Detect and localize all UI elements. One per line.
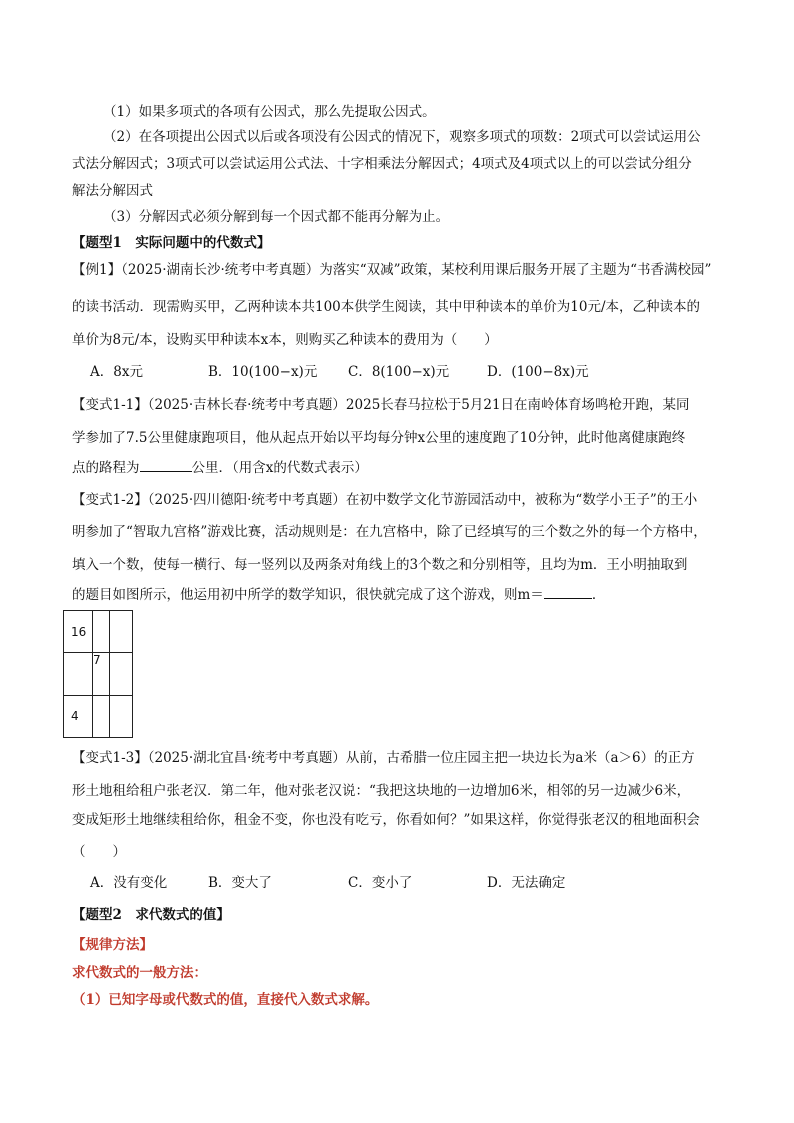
variant-1-3-line-4: （ ） xyxy=(72,844,126,860)
answer-blank xyxy=(140,457,192,472)
variant-1-2-line-3: 填入一个数，使每一横行、每一竖列以及两条对角线上的3个数之和分别相等，且均为m．王小明抽取到 xyxy=(72,557,688,573)
example-1-option-b: B．10(100−x)元 xyxy=(208,364,318,380)
variant-1-3-option-a: A．没有变化 xyxy=(90,875,168,891)
variant-1-3-line-2: 形土地租给租户张老汉．第二年，他对张老汉说：“我把这块地的一边增加6米，相邻的另一边减少6米， xyxy=(72,783,691,799)
variant-1-2-line-2: 明参加了“智取九宫格”游戏比赛，活动规则是：在九宫格中，除了已经填写的三个数之外的每一个方格中， xyxy=(72,524,707,540)
nine-square-grid xyxy=(63,610,133,738)
variant-1-2-line-4 xyxy=(72,584,732,605)
variant-1-3-line-1: 【变式1-3】（2025·湖北宜昌·统考中考真题）从前，古希腊一位庄园主把一块边长为a米（a＞6）的正方 xyxy=(72,750,695,766)
example-1-line-2: 的读书活动．现需购买甲，乙两种读本共100本供学生阅读，其中甲种读本的单价为10元/本，乙种读本的 xyxy=(72,299,700,315)
method-heading: 【规律方法】 xyxy=(72,937,153,953)
example-1-option-d: D．(100−8x)元 xyxy=(487,364,589,380)
rule-2-line-1: （2）在各项提出公因式以后或各项没有公因式的情况下，观察多项式的项数：2项式可以尝试运用公 xyxy=(103,129,701,145)
grid-cell xyxy=(110,696,132,737)
variant-1-3-line-3: 变成矩形土地继续租给你，租金不变，你也没有吃亏，你看如何？”如果这样，你觉得张老汉的租地面积会 xyxy=(72,812,700,828)
rule-3: （3）分解因式必须分解到每一个因式都不能再分解为止。 xyxy=(103,209,450,225)
variant-1-3-option-b: B．变大了 xyxy=(208,875,272,891)
example-1-option-a: A．8x元 xyxy=(90,364,143,380)
grid-cell: 7 xyxy=(93,653,110,696)
answer-blank xyxy=(544,584,592,599)
rule-1: （1）如果多项式的各项有公因式，那么先提取公因式。 xyxy=(103,104,436,120)
grid-cell xyxy=(110,653,132,696)
rule-2-line-2: 式法分解因式；3项式可以尝试运用公式法、十字相乘法分解因式；4项式及4项式以上的可以尝试分组分 xyxy=(72,156,692,172)
variant-1-2-line-1: 【变式1-2】（2025·四川德阳·统考中考真题）在初中数学文化节游园活动中，被称为“数学小王子”的王小 xyxy=(72,492,698,508)
variant-1-2-text-before-blank: 的题目如图所示，他运用初中所学的数学知识，很快就完成了这个游戏，则m＝ xyxy=(72,587,544,603)
variant-1-1-text-before-blank: 点的路程为 xyxy=(72,460,140,476)
grid-cell xyxy=(93,696,110,737)
example-1-line-1: 【例1】（2025·湖南长沙·统考中考真题）为落实“双减”政策，某校利用课后服务开展了主题为“书香满校园” xyxy=(72,262,712,278)
example-1-option-c: C．8(100−x)元 xyxy=(348,364,450,380)
variant-1-1-text-after-blank: 公里．（用含x的代数式表示） xyxy=(191,460,368,476)
grid-cell xyxy=(110,611,132,653)
section-2-title: 【题型2 求代数式的值】 xyxy=(72,907,230,923)
variant-1-3-option-d: D．无法确定 xyxy=(487,875,566,891)
grid-cell xyxy=(64,653,93,696)
variant-1-1-line-1: 【变式1-1】（2025·吉林长春·统考中考真题）2025长春马拉松于5月21日在南岭体育场鸣枪开跑，某同 xyxy=(72,397,690,413)
grid-cell xyxy=(93,611,110,653)
rule-2-line-3: 解法分解因式 xyxy=(72,183,153,199)
variant-1-2-text-after-blank: ． xyxy=(591,587,606,603)
section-1-title: 【题型1 实际问题中的代数式】 xyxy=(72,235,271,251)
example-1-line-3: 单价为8元/本，设购买甲种读本x本，则购买乙种读本的费用为（ ） xyxy=(72,332,498,348)
method-point-1: （1）已知字母或代数式的值，直接代入数式求解。 xyxy=(72,992,379,1008)
variant-1-1-line-2: 学参加了7.5公里健康跑项目，他从起点开始以平均每分钟x公里的速度跑了10分钟，此时他离健康跑终 xyxy=(72,430,686,446)
grid-cell: 16 xyxy=(64,611,93,653)
variant-1-1-line-3 xyxy=(72,457,732,478)
variant-1-3-option-c: C．变小了 xyxy=(348,875,413,891)
grid-cell: 4 xyxy=(64,696,93,737)
method-subheading: 求代数式的一般方法： xyxy=(72,965,207,981)
